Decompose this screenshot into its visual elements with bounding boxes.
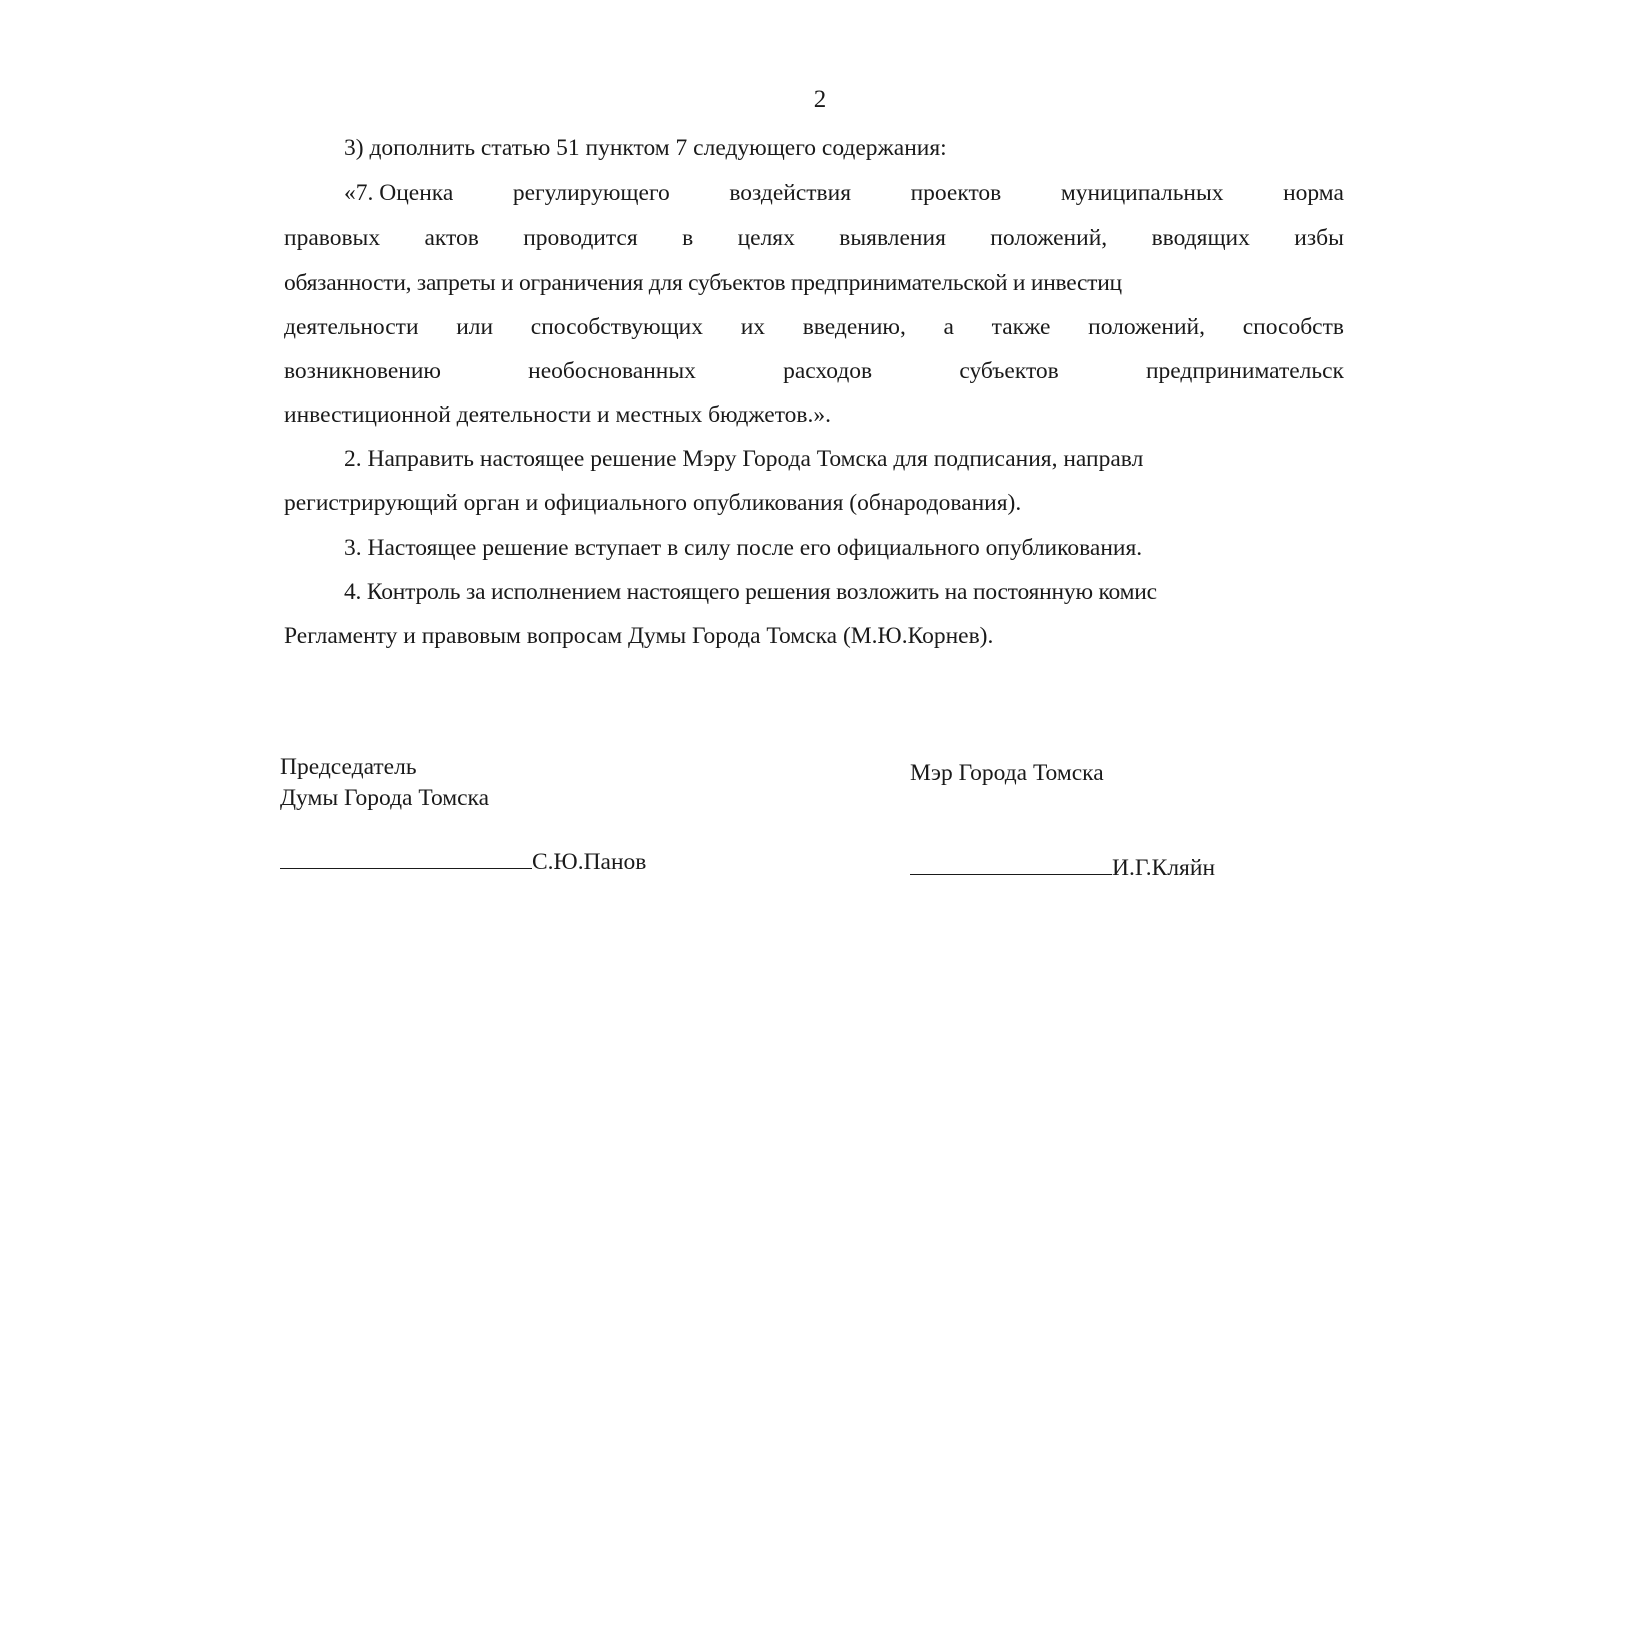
word: вводящих [1151,225,1250,251]
word: возникновению [284,358,441,384]
word: их [740,314,766,340]
word: в [682,225,694,251]
quote-line-5 [284,356,1344,386]
word: муниципальных [1060,180,1224,206]
mayor-signature-line [910,852,1215,883]
quote-line-4 [284,312,1344,342]
quote-line-3: обязанности, запреты и ограничения для субъектов предпринимательской и инвестиц [284,270,1122,296]
chairman-title-line-2: Думы Города Томска [280,785,490,811]
word: расходов [783,358,873,384]
word: или [456,314,494,340]
word: субъектов [959,358,1059,384]
word: актов [424,225,479,251]
mayor-title: Мэр Города Томска [910,760,1104,786]
word: избы [1294,225,1344,251]
word: также [991,314,1051,340]
quote-line-2 [284,223,1344,253]
chairman-signature-underline [280,846,532,869]
word: способствующих [530,314,703,340]
word: проводится [523,225,638,251]
word: способств [1242,314,1344,340]
quote-line-1 [344,178,1344,208]
word: воздействия [729,180,852,206]
chairman-signature-line [280,846,646,877]
word: положений, [1088,314,1205,340]
quote-line-6: инвестиционной деятельности и местных бюджетов.». [284,402,832,428]
word: а [943,314,954,340]
paragraph-4-line-2: Регламенту и правовым вопросам Думы Города Томска (М.Ю.Корнев). [284,623,994,649]
paragraph-2-line-1: 2. Направить настоящее решение Мэру Города Томска для подписания, направл [344,446,1144,472]
word: регулирующего [512,180,670,206]
paragraph-3: 3. Настоящее решение вступает в силу после его официального опубликования. [344,535,1143,561]
paragraph-4-line-1: 4. Контроль за исполнением настоящего решения возложить на постоянную комис [344,579,1157,605]
word: необоснованных [528,358,696,384]
word: деятельности [284,314,419,340]
word: предпринимательск [1145,358,1344,384]
word: проектов [910,180,1002,206]
paragraph-2-line-2: регистрирующий орган и официального опубликования (обнародования). [284,490,1022,516]
word: введению, [802,314,906,340]
chairman-name: С.Ю.Панов [532,849,647,875]
word: «7. Оценка [344,180,454,206]
word: норма [1283,180,1344,206]
word: правовых [284,225,381,251]
paragraph-item-3: 3) дополнить статью 51 пунктом 7 следующего содержания: [344,135,947,161]
word: целях [737,225,795,251]
word: выявления [839,225,946,251]
mayor-signature-underline [910,852,1112,875]
chairman-title-line-1: Председатель [280,754,417,780]
page-number: 2 [813,86,827,113]
mayor-name: И.Г.Кляйн [1112,855,1216,881]
word: положений, [990,225,1108,251]
